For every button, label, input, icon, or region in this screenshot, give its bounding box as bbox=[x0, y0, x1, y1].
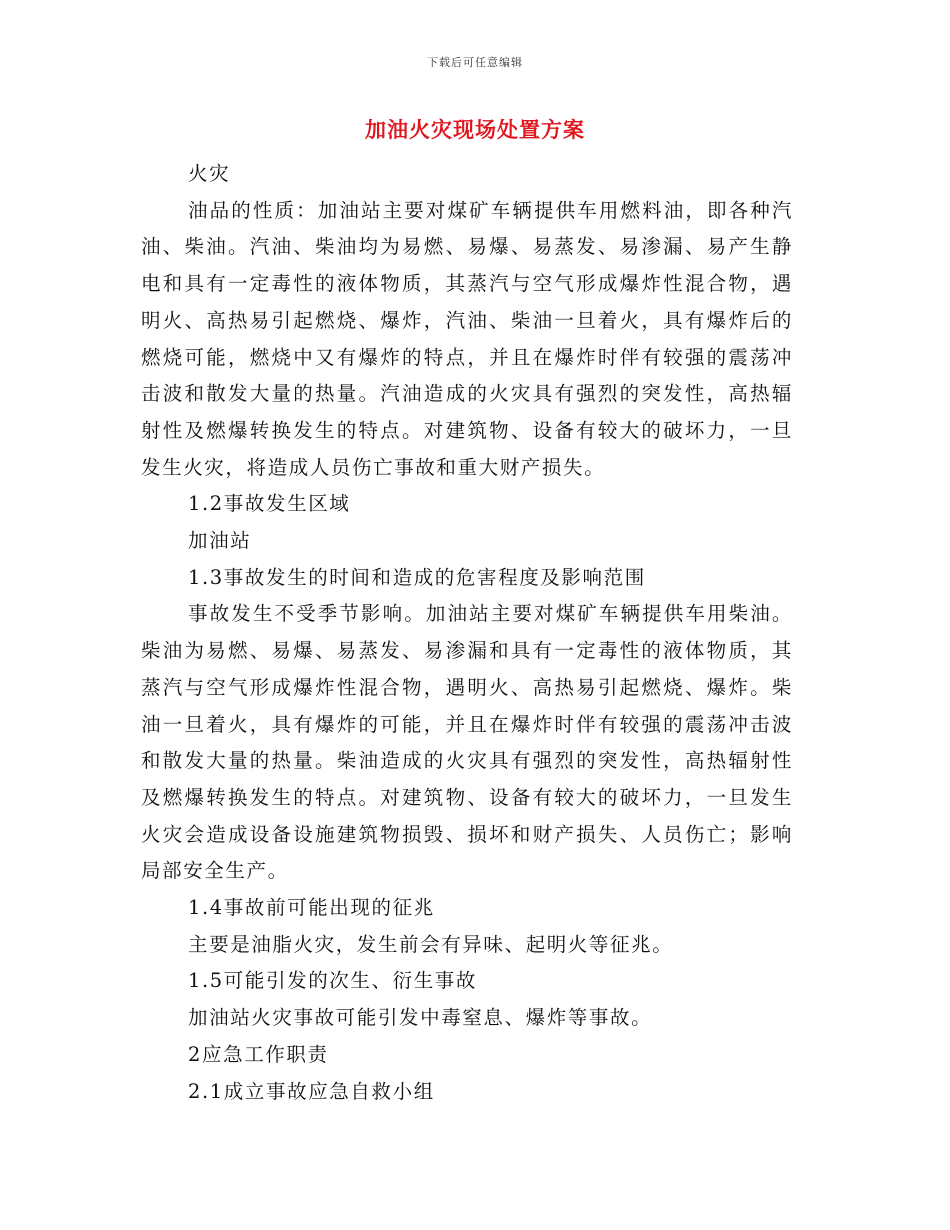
paragraph-time-and-impact: 事故发生不受季节影响。加油站主要对煤矿车辆提供车用柴油。柴油为易燃、易爆、易蒸发、易渗漏和具有一定毒性的液体物质，其蒸汽与空气形成爆炸性混合物，遇明火、高热易引起燃烧、爆炸。柴油一旦着火，具有爆炸的可能，并且在爆炸时伴有较强的震荡冲击波和散发大量的热量。柴油造成的火灾具有强烈的突发性，高热辐射性及燃爆转换发生的特点。对建筑物、设备有较大的破坏力，一旦发生火灾会造成设备设施建筑物损毁、损坏和财产损失、人员伤亡；影响局部安全生产。 bbox=[141, 602, 793, 883]
document-body bbox=[141, 156, 793, 1110]
heading-accident-area: 1.2事故发生区域 bbox=[188, 492, 351, 516]
document-title: 加油火灾现场处置方案 bbox=[365, 117, 585, 142]
heading-emergency-duties: 2应急工作职责 bbox=[188, 1042, 329, 1066]
heading-secondary-accidents: 1.5可能引发的次生、衍生事故 bbox=[188, 969, 478, 993]
paragraph-oil-properties: 油品的性质：加油站主要对煤矿车辆提供车用燃料油，即各种汽油、柴油。汽油、柴油均为易燃、易爆、易蒸发、易渗漏、易产生静电和具有一定毒性的液体物质，其蒸汽与空气形成爆炸性混合物，遇明火、高热易引起燃烧、爆炸，汽油、柴油一旦着火，具有爆炸后的燃烧可能，燃烧中又有爆炸的特点，并且在爆炸时伴有较强的震荡冲击波和散发大量的热量。汽油造成的火灾具有强烈的突发性，高热辐射性及燃爆转换发生的特点。对建筑物、设备有较大的破坏力，一旦发生火灾，将造成人员伤亡事故和重大财产损失。 bbox=[141, 198, 793, 479]
paragraph-warning-signs: 主要是油脂火灾，发生前会有异味、起明火等征兆。 bbox=[188, 932, 674, 956]
page-header-note: 下载后可任意编辑 bbox=[427, 56, 523, 69]
heading-rescue-team: 2.1成立事故应急自救小组 bbox=[188, 1079, 435, 1103]
heading-warning-signs: 1.4事故前可能出现的征兆 bbox=[188, 896, 435, 920]
paragraph-secondary-accidents: 加油站火灾事故可能引发中毒窒息、爆炸等事故。 bbox=[188, 1006, 653, 1030]
heading-time-and-impact: 1.3事故发生的时间和造成的危害程度及影响范围 bbox=[188, 565, 646, 589]
paragraph-fire: 火灾 bbox=[188, 162, 231, 185]
paragraph-gas-station: 加油站 bbox=[188, 529, 252, 553]
